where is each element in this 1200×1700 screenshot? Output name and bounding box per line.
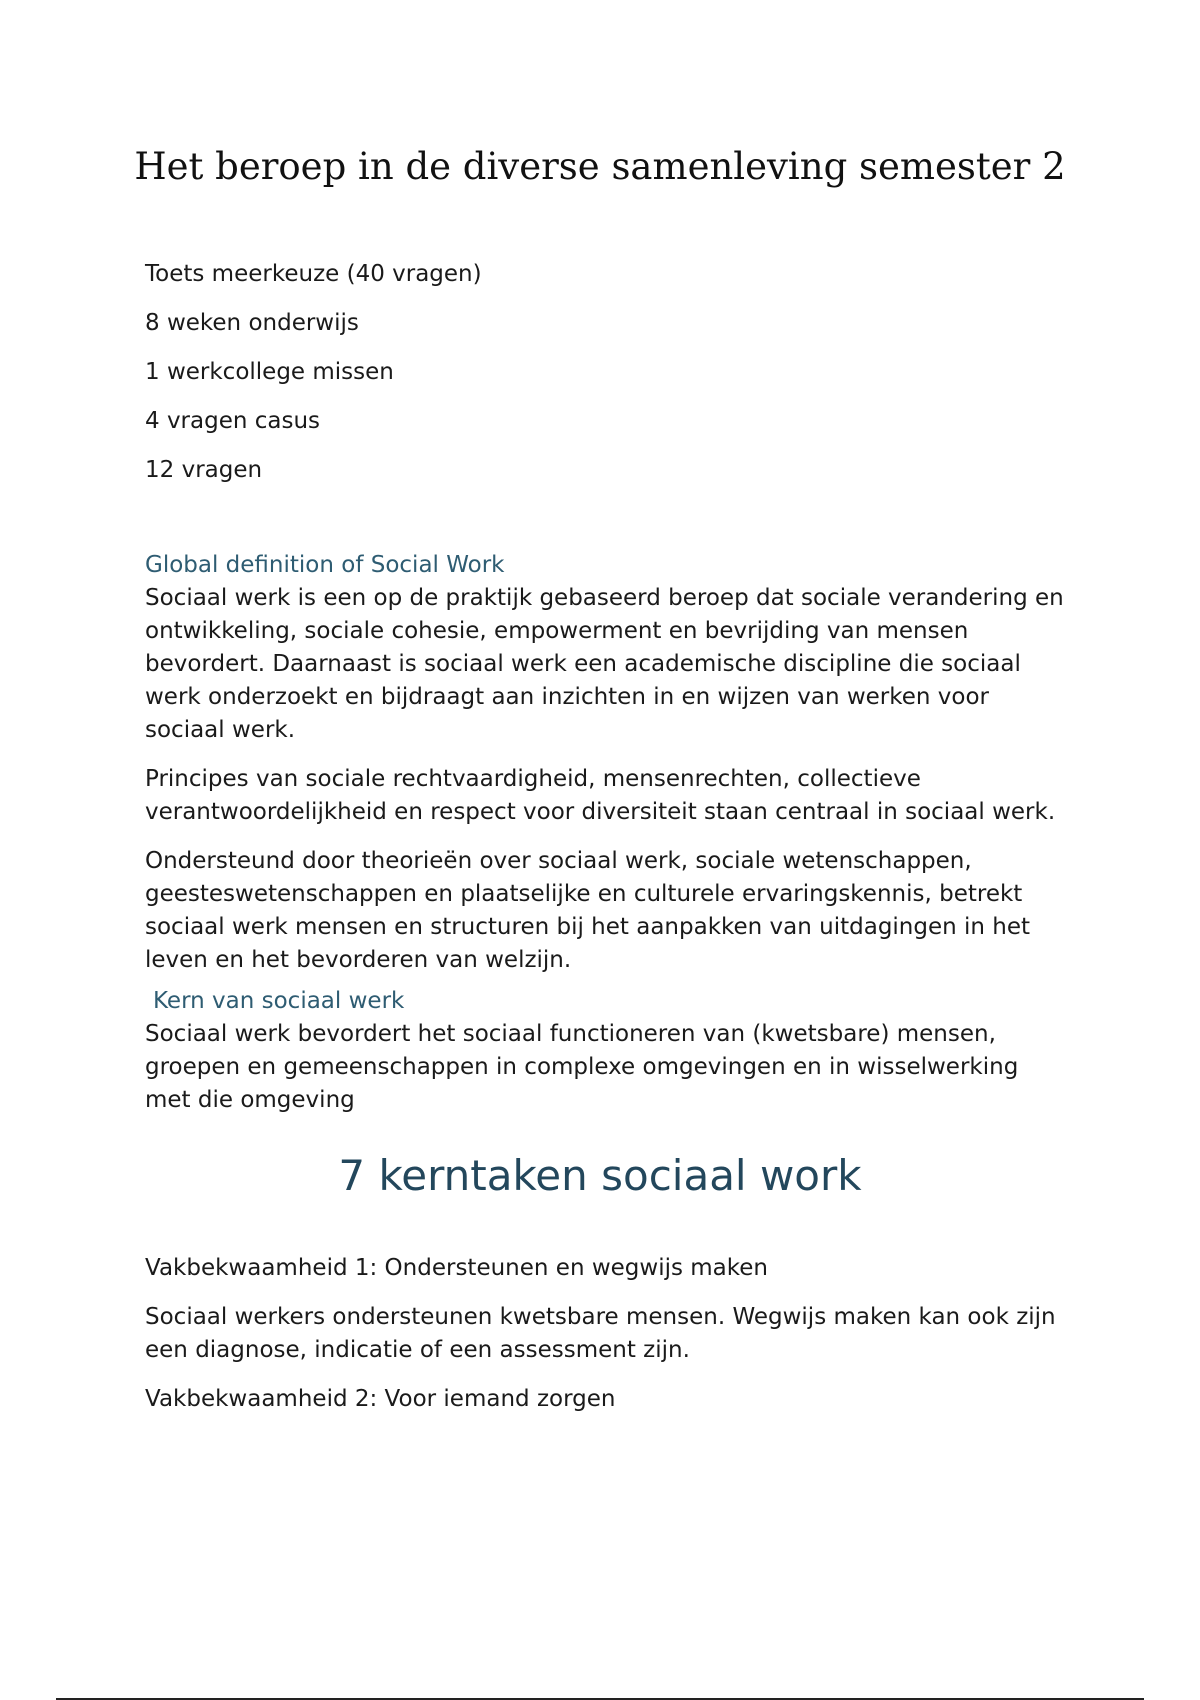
global-definition-heading: Global definition of Social Work xyxy=(145,552,505,578)
exam-info-item: Toets meerkeuze (40 vragen) xyxy=(145,261,482,287)
exam-info-item: 4 vragen casus xyxy=(145,408,321,434)
kern-heading: Kern van sociaal werk xyxy=(153,988,405,1014)
kerntaken-item: Sociaal werkers ondersteunen kwetsbare mensen. Wegwijs maken kan ook zijn een diagnose, indicatie of een assessment zijn. xyxy=(145,1304,1056,1363)
kerntaken-title: 7 kerntaken sociaal work xyxy=(338,1151,862,1200)
exam-info-list xyxy=(145,258,1065,487)
document-title: Het beroep in de diverse samenleving semester 2 xyxy=(134,145,1066,188)
exam-info-item: 8 weken onderwijs xyxy=(145,310,359,336)
kerntaken-section xyxy=(145,1151,1065,1416)
global-definition-paragraph: Sociaal werk is een op de praktijk gebaseerd beroep dat sociale verandering en ontwikkeling, sociale cohesie, empowerment en bevrijding van mensen bevordert. Daarnaast is sociaal werk een academische discipline die sociaal werk onderzoekt en bijdraagt aan inzichten in en wijzen van werken voor sociaal werk. xyxy=(145,585,1064,743)
exam-info-item: 1 werkcollege missen xyxy=(145,359,394,385)
exam-info-item: 12 vragen xyxy=(145,457,263,483)
global-definition-section xyxy=(145,549,1065,977)
kerntaken-item: Vakbekwaamheid 1: Ondersteunen en wegwijs maken xyxy=(145,1255,768,1281)
document-content xyxy=(145,258,1065,1432)
kern-section xyxy=(145,985,1065,1117)
global-definition-paragraph: Principes van sociale rechtvaardigheid, mensenrechten, collectieve verantwoordelijkheid en respect voor diversiteit staan centraal in sociaal werk. xyxy=(145,766,1056,825)
kern-paragraph: Sociaal werk bevordert het sociaal functioneren van (kwetsbare) mensen, groepen en gemeenschappen in complexe omgevingen en in wisselwerking met die omgeving xyxy=(145,1021,1019,1113)
kerntaken-item: Vakbekwaamheid 2: Voor iemand zorgen xyxy=(145,1386,616,1412)
global-definition-paragraph: Ondersteund door theorieën over sociaal werk, sociale wetenschappen, geesteswetenschappen en plaatselijke en culturele ervaringskennis, betrekt sociaal werk mensen en structuren bij het aanpakken van uitdagingen in het leven en het bevorderen van welzijn. xyxy=(145,848,1031,973)
